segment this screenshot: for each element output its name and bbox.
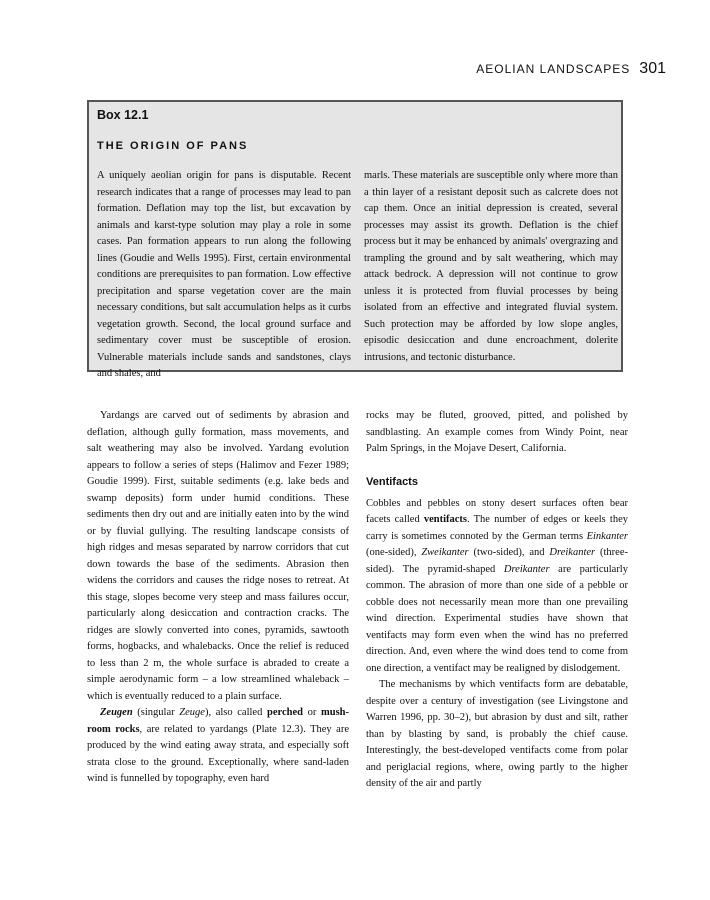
term-zeugen: Zeugen [100,707,133,718]
paragraph-mechanisms: The mechanisms by which ventifacts form are debatable, despite over a century of investigation (see Livingstone and Warren 1996, pp. 30–2), but abrasion by dust and silt, rather than by blasting by sand, is probably the chief cause. Interestingly, the best-developed ventifacts come from polar and periglacial regions, where, owing partly to the higher density of the air and partly [366,679,628,789]
text-span: , are related to yardangs (Plate 12.3). They are produced by the wind eating away strata, and especially soft strata close to the ground. Exceptionally, where sand-laden wind is funnelled by topography, even hard [87,723,349,784]
running-header [476,60,666,84]
term-einkanter: Einkanter [586,530,628,542]
body-column-left [87,408,349,788]
box-label: Box 12.1 [97,108,149,122]
text-span: ), also called [204,707,267,718]
text-span: (three-sided). The pyramid-shaped [366,547,628,575]
box-column-left: A uniquely aeolian origin for pans is disputable. Recent research indicates that a range of processes may lead to pan formation. Deflation may top the list, but excavation by animals and karst-type solution may play a role in some cases. Pan formation appears to run along the following lines (Goudie and Wells 1995). First, certain environmental conditions are prerequisites to pan formation. Low effective precipitation and sparse vegetation cover are the main necessary conditions, but salt accumulation helps as it curbs vegetation growth. Second, the local ground surface and sedimentary cover must be susceptible of erosion. Vulnerable materials include sands and sandstones, clays and shales, and [97,170,351,379]
term-mushroom-rocks: mushroom rocks [87,707,350,735]
running-head: AEOLIAN LANDSCAPES [476,62,631,76]
body-column-right [366,408,628,793]
term-ventifacts: ventifacts [423,514,468,525]
text-span: . The number of edges or keels they carry is sometimes connoted by the German terms [366,514,628,542]
paragraph-ventifacts [366,496,628,678]
paragraph-continued: rocks may be fluted, grooved, pitted, and polished by sandblasting. An example comes from Windy Point, near Palm Springs, in the Mojave Desert, California. [366,410,628,454]
section-heading-ventifacts: Ventifacts [366,475,418,488]
box-column-right: marls. These materials are susceptible only where more than a thin layer of a resistant deposit such as calcrete does not cap them. Once an initial depression is created, several processes may assist its growth. Deflation is the chief process but it may be enhanced by animals' overgrazing and trampling the ground and by salt weathering, which may attack bedrock. A depression will not continue to grow unless it is protected from fluvial processes by being isolated from an effective and integrated fluvial system. Such protection may be afforded by low slope angles, episodic desiccation and dune encroachment, dolerite intrusions, and tectonic disturbance. [364,170,618,363]
text-span: or [302,707,321,718]
paragraph-zeugen [87,705,349,788]
text-span: are particularly common. The abrasion of more than one side of a pebble or cobble does not necessarily mean more than one prevailing wind direction. Experimental studies have shown that ventifacts may form even when the wind has no preferred direction. And, even where the wind does tend to come from one direction, a ventifact may be realigned by dislodgement. [366,563,628,674]
term-dreikanter-2: Dreikanter [503,563,550,575]
text-span: (singular [132,707,180,718]
term-dreikanter: Dreikanter [549,547,596,558]
page-number: 301 [639,60,666,77]
box-12-1 [87,100,623,379]
text-span: (two-sided), and [468,547,550,558]
box-title: THE ORIGIN OF PANS [97,140,249,152]
text-span: (one-sided), [366,547,422,558]
text-span: Cobbles and pebbles on stony desert surfaces often bear facets called [366,497,628,525]
term-zweikanter: Zweikanter [421,547,469,558]
term-perched: perched [266,707,303,718]
paragraph-yardangs: Yardangs are carved out of sediments by abrasion and deflation, although gully formation, mass movements, and salt weathering may also be involved. Yardang evolution appears to follow a series of steps (Halimov and Fezer 1989; Goudie 1999). First, suitable sediments (e.g. lake beds and swamp deposits) form under humid conditions. These sediments then dry out and are initially eaten into by the wind or by fluvial gullying. The resulting landscape consists of high ridges and mesas separated by narrow corridors that cut down towards the base of the sediments. Abrasion then widens the corridors and causes the ridge noses to retreat. At this stage, slopes become very steep and mass failures occur, particularly along desiccation and contraction cracks. The ridges are slowly converted into cones, pyramids, sawtooth forms, hogbacks, and whalebacks. Once the relief is reduced to less than 2 m, the whole surface is abraded to create a simple aerodynamic form – a low streamlined whaleback – which is eventually reduced to a plain surface. [87,410,349,702]
term-zeuge: Zeuge [179,707,205,718]
